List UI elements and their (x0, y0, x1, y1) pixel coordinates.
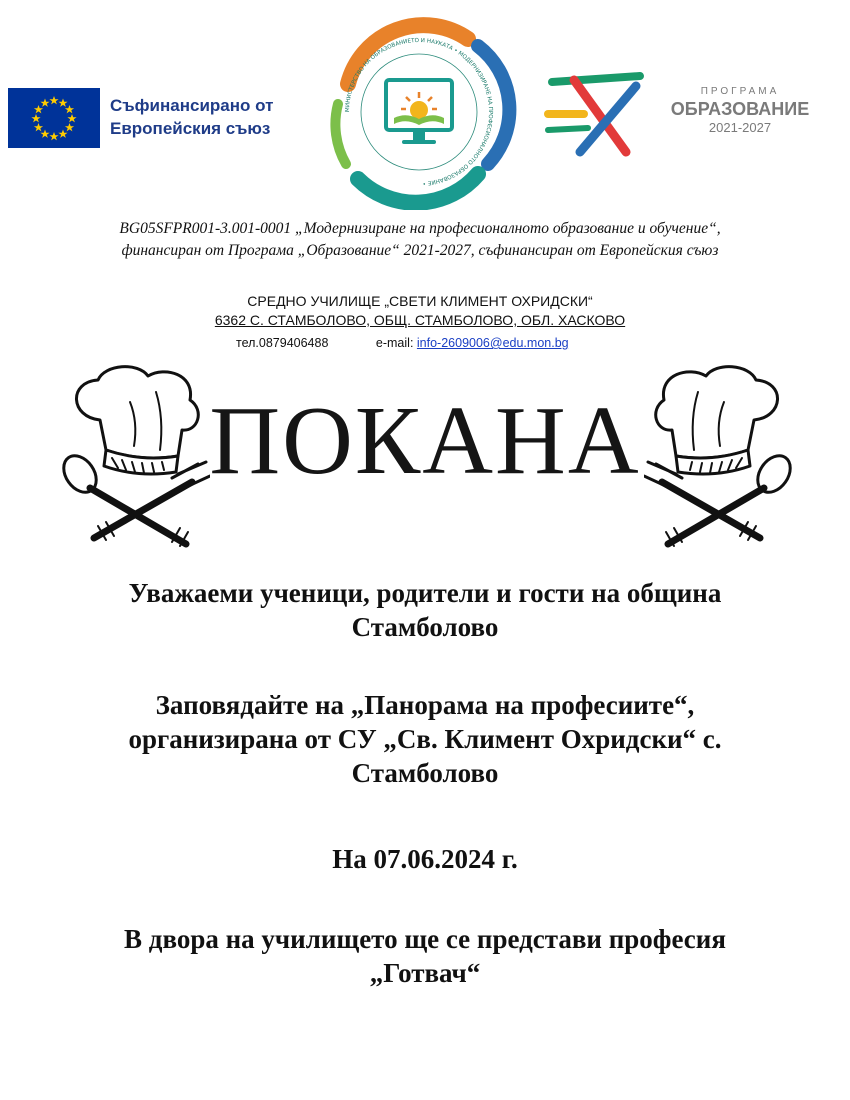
project-line2: финансиран от Програма „Образование“ 2021-2027, съфинансиран от Европейския съюз (121, 242, 719, 259)
date-paragraph: На 07.06.2024 г. (332, 844, 518, 874)
program-title-block (660, 86, 820, 136)
greeting-line2: Стамболово (351, 612, 499, 642)
greeting-line1: Уважаеми ученици, родители и гости на община (128, 578, 722, 608)
email-link[interactable]: info-2609006@edu.mon.bg (416, 336, 569, 350)
school-phone: тел.0879406488 (236, 336, 329, 350)
greeting-paragraph (30, 576, 820, 644)
school-address (100, 311, 740, 330)
program-years: 2021-2027 (708, 120, 772, 135)
profession-line1: В двора на училището ще се представи професия (124, 924, 726, 954)
school-name: СРЕДНО УЧИЛИЩЕ „СВЕТИ КЛИМЕНТ ОХРИДСКИ“ (247, 293, 593, 309)
school-contact (236, 336, 569, 350)
eu-flag-icon (8, 88, 100, 148)
program-label: ПРОГРАМА (700, 86, 780, 97)
school-address-text: 6362 С. СТАМБОЛОВО, ОБЩ. СТАМБОЛОВО, ОБЛ. ХАСКОВО (214, 312, 626, 328)
email-label: e-mail: (375, 336, 414, 350)
project-description (20, 218, 820, 262)
invite-line1: Заповядайте на „Панорама на професиите“, (155, 690, 695, 720)
eu-cofunded-text (110, 94, 273, 140)
ministry-logo-ring-text: МИНИСТЕРСТВО НА ОБРАЗОВАНИЕТО И НАУКАТА • МОДЕРНИЗИРАНЕ НА ПРОФЕСИОНАЛНОТО ОБРАЗОВАНИЕ • (344, 37, 494, 186)
profession-paragraph (30, 922, 820, 990)
program-name: ОБРАЗОВАНИЕ (670, 99, 810, 119)
invite-paragraph (30, 688, 820, 790)
eu-text-line2: Европейския съюз (110, 119, 271, 138)
ministry-logo-icon (318, 14, 520, 210)
project-line1: BG05SFPR001-3.001-0001 „Модернизиране на професионалното образование и обучение“, (119, 220, 721, 237)
invite-line2: организирана от СУ „Св. Климент Охридски“ с. (128, 724, 722, 754)
program-x-icon (544, 72, 650, 158)
invite-line3: Стамболово (351, 758, 499, 788)
profession-line2: „Готвач“ (369, 958, 481, 988)
invitation-title: ПОКАНА (209, 387, 641, 495)
eu-text-line1: Съфинансирано от (110, 96, 274, 115)
